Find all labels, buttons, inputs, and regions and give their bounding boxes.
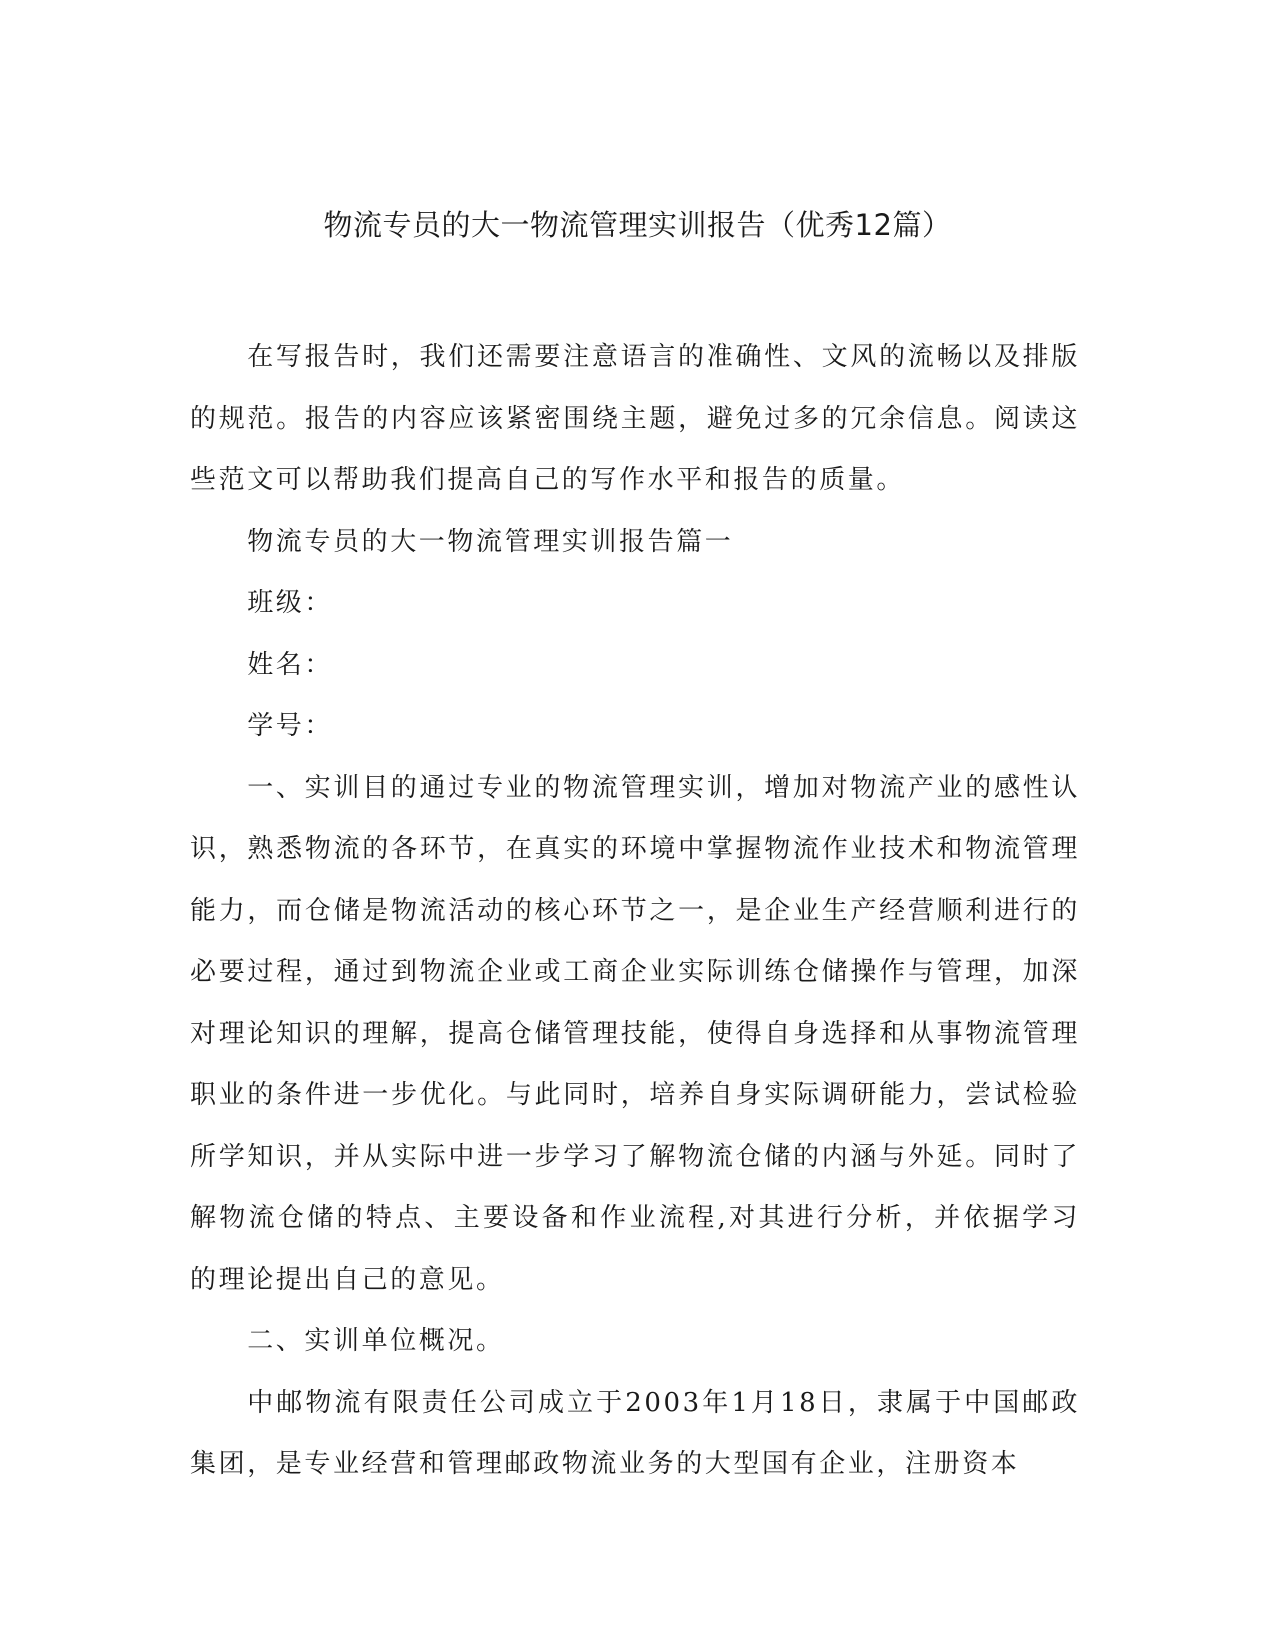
student-id-field-label: 学号：: [247, 711, 333, 741]
company-overview-heading: 二、实训单位概况。: [247, 1326, 505, 1356]
section-heading: 物流专员的大一物流管理实训报告篇一: [247, 526, 734, 557]
intro-paragraph: 在写报告时，我们还需要注意语言的准确性、文风的流畅以及排版的规范。报告的内容应该紧密围绕主题，避免过多的冗余信息。阅读这些范文可以帮助我们提高自己的写作水平和报告的质量。: [190, 342, 1080, 495]
document-body: [190, 327, 1080, 1496]
name-field-label: 姓名：: [247, 649, 333, 680]
document-title: 物流专员的大一物流管理实训报告（优秀12篇）: [323, 208, 952, 242]
class-field-label: 班级：: [247, 588, 333, 618]
purpose-paragraph: 一、实训目的通过专业的物流管理实训，增加对物流产业的感性认识，熟悉物流的各环节，在真实的环境中掌握物流作业技术和物流管理能力，而仓储是物流活动的核心环节之一，是企业生产经营顺利进行的必要过程，通过到物流企业或工商企业实际训练仓储操作与管理，加深对理论知识的理解，提高仓储管理技能，使得自身选择和从事物流管理职业的条件进一步优化。与此同时，培养自身实际调研能力，尝试检验所学知识，并从实际中进一步学习了解物流仓储的内涵与外延。同时了解物流仓储的特点、主要设备和作业流程,对其进行分析，并依据学习的理论提出自己的意见。: [190, 772, 1080, 1295]
company-overview-paragraph: 中邮物流有限责任公司成立于2003年1月18日，隶属于中国邮政集团，是专业经营和管理邮政物流业务的大型国有企业，注册资本: [190, 1387, 1080, 1479]
